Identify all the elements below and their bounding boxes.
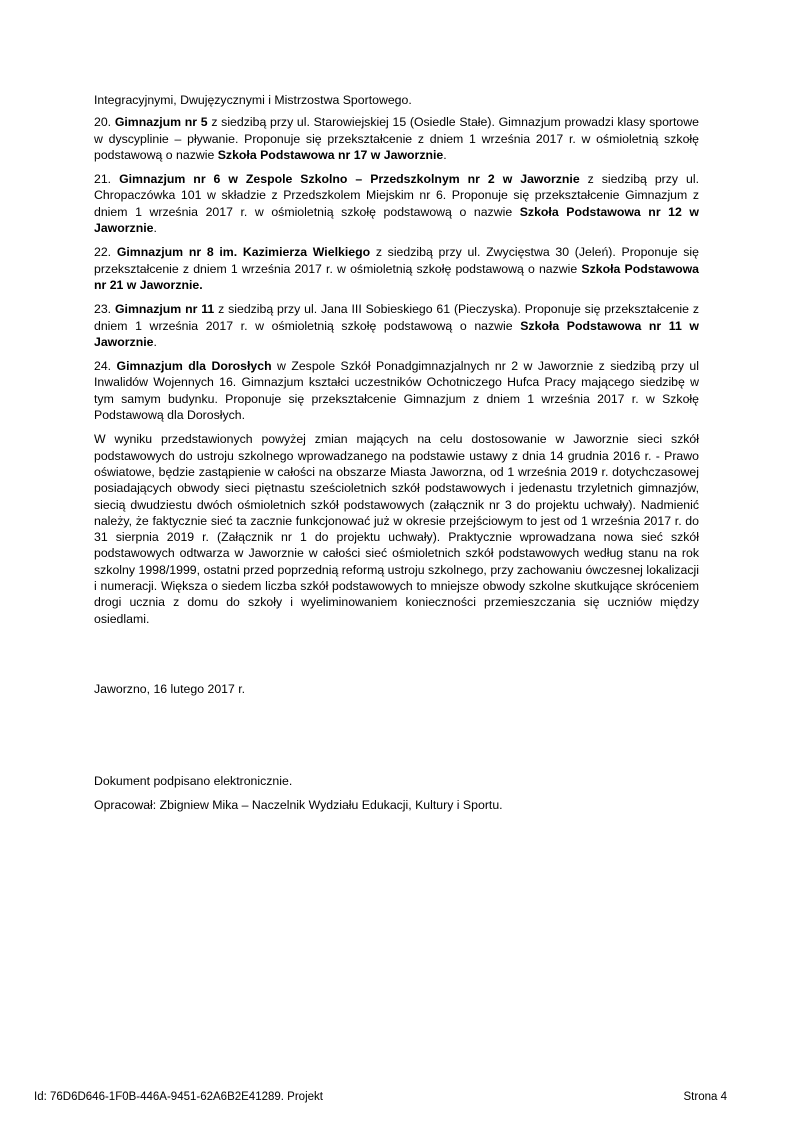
item-text: z siedzibą przy ul. Chropaczówka 101 w składzie z Przedszkolem Miejskim nr 6. Proponuje się przekształcenie Gimnazjum z dniem 1 września 2017 r. w ośmioletnią szkołę podstawową o nazwie	[94, 172, 700, 219]
item-text: w Zespole Szkół Ponadgimnazjalnych nr 2 w Jaworznie z siedzibą przy ul Inwalidów Wojennych 16. Gimnazjum kształci uczestników Ochotniczego Hufca Pracy mającego siedzibę w tym samym budynku. Proponuje się przekształcenie Gimnazjum z dniem 1 września 2017 r. w Szkołę Podstawową dla Dorosłych.	[94, 359, 699, 423]
item-name: Gimnazjum nr 11	[114, 302, 215, 317]
item-name: Gimnazjum nr 5	[114, 115, 208, 130]
item-text: z siedzibą przy ul. Jana III Sobieskiego 61 (Pieczyska). Proponuje się przekształcenie z dniem 1 września 2017 r. w ośmioletnią szkołę podstawową o nazwie	[94, 302, 700, 333]
item-number: 23.	[94, 302, 112, 317]
list-item-20	[94, 114, 699, 163]
item-school: Szkoła Podstawowa nr 21 w Jaworznie.	[94, 261, 699, 292]
item-end: .	[443, 147, 447, 162]
intro-line: Integracyjnymi, Dwujęzycznymi i Mistrzostwa Sportowego.	[94, 93, 412, 107]
signed-line: Dokument podpisano elektronicznie.	[94, 774, 293, 788]
date-line: Jaworzno, 16 lutego 2017 r.	[94, 682, 246, 696]
item-name: Gimnazjum nr 6 w Zespole Szkolno – Przedszkolnym nr 2 w Jaworznie	[119, 172, 580, 187]
item-end: .	[153, 221, 157, 236]
item-text: z siedzibą przy ul. Zwycięstwa 30 (Jeleń). Proponuje się przekształcenie z dniem 1 września 2017 r. w ośmioletnią szkołę podstawową o nazwie	[94, 245, 700, 276]
item-number: 21.	[94, 172, 112, 187]
item-school: Szkoła Podstawowa nr 11 w Jaworznie	[94, 318, 699, 349]
author-line: Opracował: Zbigniew Mika – Naczelnik Wydziału Edukacji, Kultury i Sportu.	[94, 798, 503, 812]
list-item-21	[94, 171, 699, 236]
list-item-24	[94, 358, 699, 423]
item-school: Szkoła Podstawowa nr 12 w Jaworznie	[94, 204, 699, 236]
item-end: .	[153, 334, 157, 349]
summary-paragraph: W wyniku przedstawionych powyżej zmian mających na celu dostosowanie w Jaworznie sieci szkół podstawowych do ustroju szkolnego wprowadzanego na podstawie ustawy z dnia 14 grudnia 2016 r. - Prawo oświatowe, będzie zastąpienie w całości na obszarze Miasta Jaworzna, od 1 września 2019 r. dotychczasowej posiadających obwody sieci piętnastu sześcioletnich szkół podstawowych i jedenastu trzyletnich gimnazjów, siecią dwudziestu dwóch ośmioletnich szkół podstawowych (załącznik nr 3 do projektu uchwały). Nadmienić należy, że faktycznie sieć ta zacznie funkcjonować już w okresie przejściowym to jest od 1 września 2017 r. do 31 sierpnia 2019 r. (Załącznik nr 1 do projektu uchwały). Praktycznie wprowadzana nowa sieć szkół podstawowych odtwarza w Jaworznie w całości sieć ośmioletnich szkół podstawowych według stanu na rok szkolny 1998/1999, ostatni przed poprzednią reformą ustroju szkolnego, przy zachowaniu ówczesnej lokalizacji i numeracji. Większa o siedem liczba szkół podstawowych to mniejsze obwody szkolne skutkujące skróceniem drogi ucznia z domu do szkoły i wyeliminowaniem konieczności przemieszczania się uczniów między osiedlami.	[94, 432, 699, 626]
item-number: 22.	[94, 245, 112, 260]
document-body	[94, 92, 699, 635]
item-number: 20.	[94, 115, 112, 130]
item-name: Gimnazjum dla Dorosłych	[116, 359, 272, 374]
footer-document-id: Id: 76D6D646-1F0B-446A-9451-62A6B2E41289. Projekt	[34, 1091, 323, 1103]
item-text: z siedzibą przy ul. Starowiejskiej 15 (Osiedle Stałe). Gimnazjum prowadzi klasy sportowe w dyscyplinie – pływanie. Proponuje się przekształcenie z dniem 1 września 2017 r. w ośmioletnią szkołę podstawową o nazwie	[94, 115, 699, 162]
list-item-22	[94, 244, 699, 293]
item-number: 24.	[94, 359, 112, 374]
footer-page-number: Strona 4	[683, 1091, 727, 1103]
list-item-23	[94, 301, 699, 350]
item-school: Szkoła Podstawowa nr 17 w Jaworznie	[217, 147, 444, 162]
item-name: Gimnazjum nr 8 im. Kazimierza Wielkiego	[116, 245, 371, 260]
